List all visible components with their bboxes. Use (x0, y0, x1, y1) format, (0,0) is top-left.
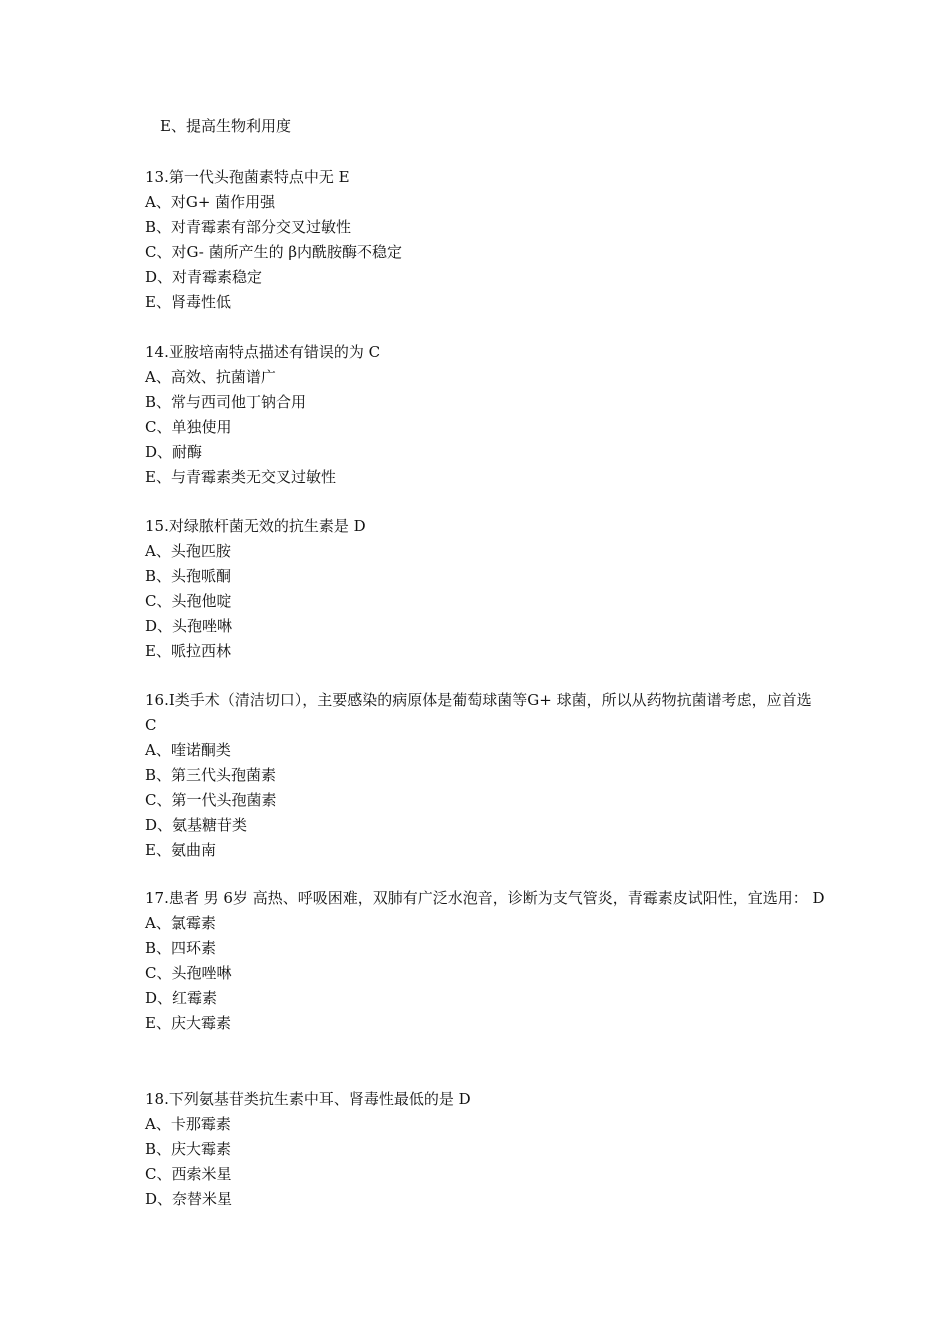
lead-option: E、提高生物利用度 (160, 117, 291, 135)
question-stem: 17.患者 男 6岁 高热、呼吸困难，双肺有广泛水泡音，诊断为支气管炎，青霉素皮试阳性，宜选用： D (145, 889, 825, 907)
option-e: E、庆大霉素 (145, 1013, 231, 1032)
option-e: E、与青霉素类无交叉过敏性 (145, 468, 336, 486)
question-stem: 14.亚胺培南特点描述有错误的为 C (145, 343, 381, 361)
option-a: A、喹诺酮类 (145, 740, 231, 759)
option-e: E、肾毒性低 (145, 293, 231, 311)
option-a: A、氯霉素 (145, 913, 216, 932)
question-18 (145, 1087, 825, 1212)
question-stem: 13.第一代头孢菌素特点中无 E (145, 168, 350, 186)
option-b: B、头孢哌酮 (145, 567, 232, 585)
question-stem: 18.下列氨基苷类抗生素中耳、肾毒性最低的是 D (145, 1090, 471, 1108)
option-c: C、西索米星 (145, 1165, 232, 1183)
option-a: A、头孢匹胺 (145, 542, 231, 560)
option-b: B、常与西司他丁钠合用 (145, 393, 307, 411)
option-b: B、庆大霉素 (145, 1140, 232, 1158)
option-e: E、哌拉西林 (145, 642, 231, 660)
option-a: A、卡那霉素 (145, 1115, 231, 1133)
option-c: C、单独使用 (145, 418, 232, 436)
question-stem: 15.对绿脓杆菌无效的抗生素是 D (145, 517, 366, 535)
option-a: A、对G+ 菌作用强 (145, 193, 276, 211)
question-15 (145, 514, 825, 664)
option-d: D、对青霉素稳定 (145, 268, 263, 286)
question-13 (145, 165, 825, 315)
option-c: C、第一代头孢菌素 (145, 790, 277, 809)
option-b: B、对青霉素有部分交叉过敏性 (145, 218, 352, 236)
option-d: D、奈替米星 (145, 1190, 233, 1208)
option-b: B、第三代头孢菌素 (145, 765, 277, 784)
question-stem: 16.Ⅰ类手术（清洁切口），主要感染的病原体是葡萄球菌等G+ 球菌，所以从药物抗菌谱考虑，应首选 C (145, 691, 817, 734)
option-e: E、氨曲南 (145, 840, 216, 859)
option-a: A、高效、抗菌谱广 (145, 368, 276, 386)
option-b: B、四环素 (145, 938, 217, 957)
option-c: C、头孢他啶 (145, 592, 232, 610)
option-d: D、红霉素 (145, 988, 218, 1007)
question-16 (145, 688, 825, 863)
question-14 (145, 340, 825, 490)
option-d: D、氨基糖苷类 (145, 815, 248, 834)
option-c: C、对G- 菌所产生的 β内酰胺酶不稳定 (145, 243, 403, 261)
option-d: D、头孢唑啉 (145, 617, 233, 635)
option-c: C、头孢唑啉 (145, 963, 232, 982)
option-d: D、耐酶 (145, 443, 203, 461)
question-17 (145, 886, 825, 1036)
